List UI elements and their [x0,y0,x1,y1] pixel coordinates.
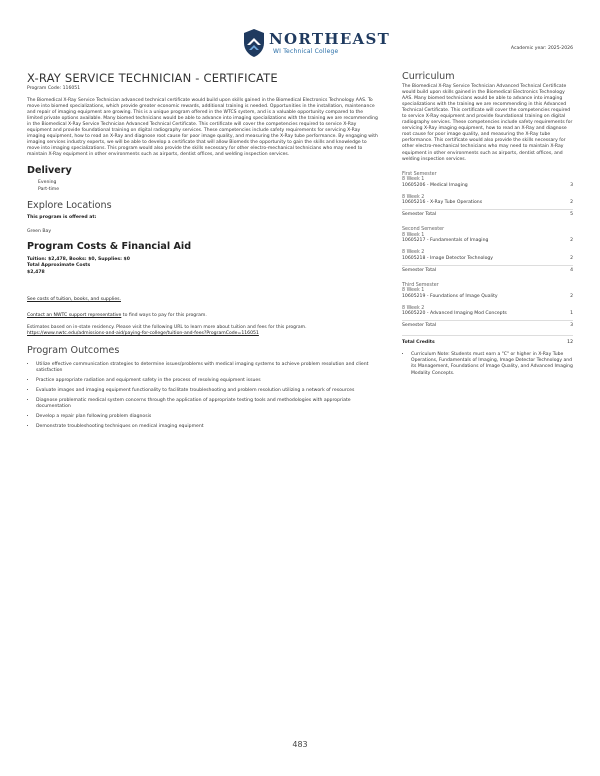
page-number: 483 [292,740,308,749]
estimates-text [27,325,379,337]
course-credits: 2 [570,238,573,244]
course-credits: 2 [570,255,573,261]
course-credits: 3 [570,182,573,188]
outcome-item: • Practice appropriate radiation and equipment safety in the process of resolving equipment issues [36,378,379,384]
course-name: 10605218 - Image Detector Technology [402,255,494,261]
divider [402,320,573,321]
course-row [402,238,573,244]
semester-total-credits: 5 [570,212,573,218]
curriculum-description: The Biomedical X-Ray Service Technician Advanced Technical Certificate would build upon skills gained in the Biomedical Electronics Technology AAS. Many biomed technicians would be able to advance into imaging specializations with the training we are recommending in this Advanced Technical Certificate. This certificate will cover the competencies required to service X-Ray equipment and provide foundational training on digital radiography services. These competencies include safety requirements for servicing X-Ray imaging equipment, how to read an X-Ray and diagnose root cause for poor image quality, and measuring the X-Ray tube performance. This certificate would also provide the skills necessary for other electro-mechanical technicians who may need to maintain X-Ray equipment in other environments such as airports, dentist offices, and welding inspection services. [402,84,573,162]
offered-at-label: This program is offered at: [27,215,97,221]
college-logo[interactable] [243,28,391,60]
course-name: 10605219 - Foundations of Image Quality [402,293,498,299]
outcome-list [27,362,379,431]
page-header [0,24,600,64]
course-name: 10605220 - Advanced Imaging Mod Concepts [402,311,507,317]
program-title: X-RAY SERVICE TECHNICIAN - CERTIFICATE [27,71,278,85]
outcomes-heading: Program Outcomes [27,345,120,357]
course-credits: 2 [570,293,573,299]
logo-subtitle: WI Technical College [273,48,339,55]
explore-heading: Explore Locations [27,200,112,212]
curriculum-note-list [402,352,573,376]
outcome-item: • Evaluate images and imaging equipment functionality to facilitate troubleshooting and problem resolution utilizing a network of resources [36,388,379,394]
course-row [402,200,573,206]
course-credits: 1 [570,311,573,317]
course-row [402,256,573,262]
program-description: The Biomedical X-Ray Service Technician advanced technical certificate would build upon skills gained in the Biomedical Electronics Technology AAS. To move into biomed specializations, which provide greater economic rewards, additional training is needed. Opportunities in the installation, maintenance and repair of imaging equipment are growing. This is a unique program offered in the WTCS system, and is a valuable opportunity compared to the limited private options available. Many biomed technicians would be able to advance into imaging specializations with the training we are recommending in the Biomedical X-Ray Service Technician Advanced Technical Certificate. This certificate will cover the competencies required to service X-Ray equipment and provide foundational training on digital radiography services. These competencies include safety requirements for servicing X-Ray imaging equipment, how to read an X-Ray and diagnose root cause for poor image quality, and measuring the X-Ray tube performance. By engaging with imaging services industry experts, we will be able to develop a certificate that will allow Biomeds the opportunity to gain the skills and knowledge to move into imaging specializations. This program would also provide the skills necessary for other electro-mechanical technicians who may need to maintain X-Ray equipment in other environments such as airports, dentist offices, and welding inspection services. [27,98,378,158]
course-row [402,294,573,300]
semester-title: First Semester [402,171,437,177]
contact-support-link[interactable]: Contact an NWTC support representative [27,312,122,318]
course-row [402,311,573,317]
outcomes-section [27,345,379,431]
semester-total-label: Semester Total [402,212,437,218]
tuition-url-link[interactable]: https://www.nwtc.edu/admissions-and-aid/paying-for-college/tuition-and-fees?ProgramCode=116051 [27,331,259,336]
main-column [27,72,379,434]
explore-section [27,200,379,234]
program-code: Program Code: 116051 [27,86,81,91]
semester-title: Second Semester [402,227,445,233]
week-label: 8 Week 1 [402,232,425,238]
shield-logo-icon [243,28,265,58]
course-name: 10605216 - X-Ray Tube Operations [402,200,483,206]
outcome-item: • Develop a repair plan following problem diagnosis [36,414,379,420]
semester-total-label: Semester Total [402,267,437,273]
total-cost-value: $2,478 [27,269,45,275]
delivery-list [38,180,379,194]
see-costs-link[interactable]: See costs of tuition, books, and supplies. [27,296,121,302]
contact-line [27,313,379,318]
academic-year: Academic year: 2025-2026 [510,46,573,51]
outcome-item: • Diagnose problematic medical system concerns through the application of appropriate testing tools and methodologies with appropriate documentation [36,398,379,410]
delivery-section [27,165,379,194]
week-label: 8 Week 2 [402,305,425,311]
costs-heading: Program Costs & Financial Aid [27,241,192,253]
semester-block [402,283,573,330]
semester-block [402,172,573,219]
week-label: 8 Week 2 [402,194,425,200]
logo-name: NORTHEAST [269,30,391,48]
semester-total-credits: 3 [570,323,573,329]
estimates-note: Estimates based on in-state residency. Please visit the following URL to learn more about tuition and fees for this program. [27,324,307,330]
week-label: 8 Week 1 [402,177,425,183]
semester-total-row [402,323,573,329]
curriculum-heading: Curriculum [402,71,455,82]
semester-block [402,227,573,274]
week-label: 8 Week 1 [402,288,425,294]
course-name: 10605206 - Medical Imaging [402,182,468,188]
campus-name: Green Bay [27,229,52,235]
divider [402,335,573,336]
tuition-line: Tuition: $2,478, Books: $0, Supplies: $0 [27,257,130,263]
semester-total-row [402,212,573,218]
semester-title: Third Semester [402,282,439,288]
delivery-item: Part-time [38,187,60,193]
semester-total-row [402,268,573,274]
delivery-item: Evening [38,180,57,186]
outcome-item: • Utilize effective communication strategies to determine issues/problems with medical imaging systems to achieve problem resolution and client satisfaction [36,362,379,374]
semester-total-credits: 4 [570,267,573,273]
divider [402,265,573,266]
total-cost-label: Total Approximate Costs [27,263,91,269]
curriculum-column [402,72,573,377]
delivery-heading: Delivery [27,165,72,177]
curriculum-note: • Curriculum Note: Students must earn a "C" or higher in X-Ray Tube Operations, Fundamentals of Imaging, Image Detector Technology and its Management, Foundations of Image Quality, and Advanced Imaging Modality Concepts. [411,352,573,376]
total-credits-value: 12 [567,340,573,346]
outcome-item: • Demonstrate troubleshooting techniques on medical imaging equipment [36,424,379,430]
week-label: 8 Week 2 [402,250,425,256]
course-name: 10605217 - Fundamentals of Imaging [402,238,489,244]
costs-section [27,241,379,337]
divider [402,209,573,210]
course-row [402,183,573,189]
total-credits-row [402,340,573,346]
course-credits: 2 [570,200,573,206]
contact-text: to find ways to pay for this program. [121,312,207,318]
total-credits-label: Total Credits [402,340,435,346]
semester-total-label: Semester Total [402,323,437,329]
